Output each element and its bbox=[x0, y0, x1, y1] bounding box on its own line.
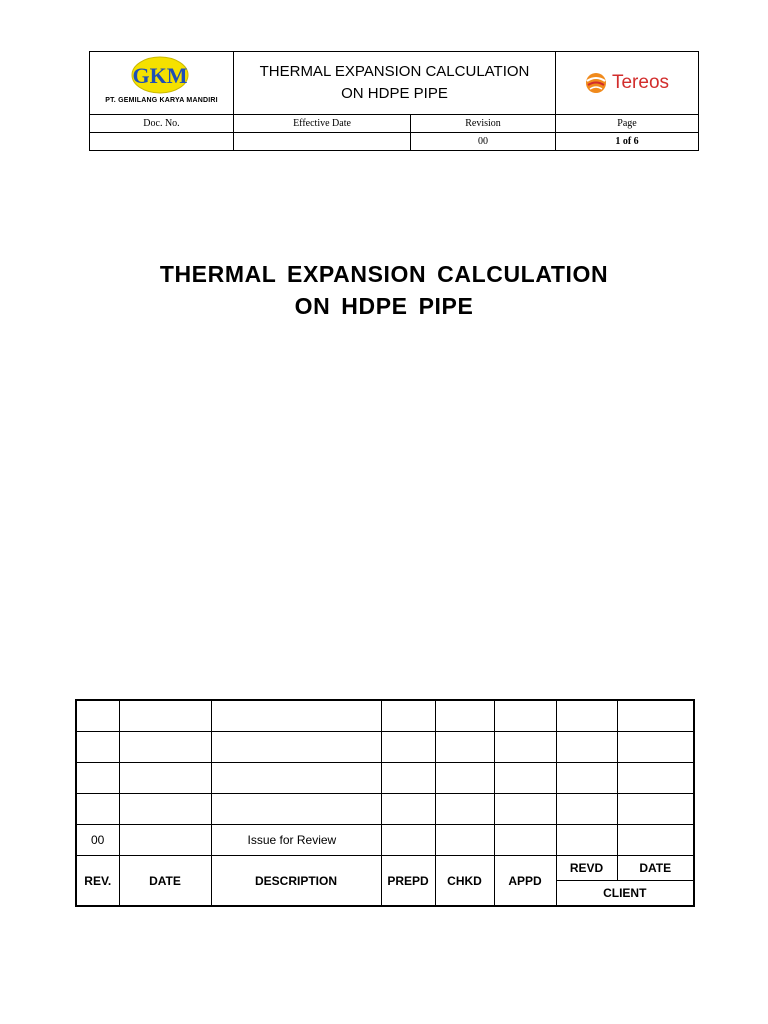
tereos-logo-icon bbox=[585, 72, 607, 94]
revd-cell bbox=[556, 794, 617, 825]
rev-cell bbox=[76, 763, 119, 794]
prepd-cell bbox=[381, 732, 435, 763]
revision-value: 00 bbox=[411, 133, 556, 151]
client-date-header: DATE bbox=[617, 856, 694, 881]
appd-cell bbox=[494, 732, 556, 763]
date-cell bbox=[119, 825, 211, 856]
doc-no-value bbox=[90, 133, 234, 151]
chkd-cell bbox=[435, 700, 494, 732]
revd-cell bbox=[556, 825, 617, 856]
rev-cell bbox=[76, 700, 119, 732]
revision-row bbox=[76, 825, 694, 856]
revision-row bbox=[76, 763, 694, 794]
page-value: 1 of 6 bbox=[556, 133, 699, 151]
rev-cell bbox=[76, 732, 119, 763]
header-title bbox=[234, 52, 556, 115]
client-date-cell bbox=[617, 732, 694, 763]
client-logo-cell bbox=[556, 52, 699, 115]
description-cell bbox=[211, 700, 381, 732]
client-date-cell bbox=[617, 700, 694, 732]
revd-cell bbox=[556, 700, 617, 732]
document-header bbox=[89, 51, 698, 151]
description-cell: Issue for Review bbox=[211, 825, 381, 856]
appd-cell bbox=[494, 825, 556, 856]
client-date-cell bbox=[617, 794, 694, 825]
revision-label: Revision bbox=[411, 115, 556, 133]
main-title bbox=[0, 258, 768, 322]
doc-no-label: Doc. No. bbox=[90, 115, 234, 133]
revision-row bbox=[76, 732, 694, 763]
revision-header-row bbox=[76, 856, 694, 881]
date-cell bbox=[119, 763, 211, 794]
rev-cell: 00 bbox=[76, 825, 119, 856]
main-title-line1: THERMAL EXPANSION CALCULATION bbox=[159, 261, 609, 287]
appd-cell bbox=[494, 763, 556, 794]
revision-table bbox=[75, 699, 695, 907]
company-name: PT. GEMILANG KARYA MANDIRI bbox=[105, 97, 218, 104]
chkd-cell bbox=[435, 825, 494, 856]
company-logo-cell bbox=[90, 52, 234, 115]
date-cell bbox=[119, 700, 211, 732]
appd-cell bbox=[494, 700, 556, 732]
revd-cell bbox=[556, 763, 617, 794]
effective-date-value bbox=[234, 133, 411, 151]
prepd-cell bbox=[381, 700, 435, 732]
chkd-cell bbox=[435, 763, 494, 794]
chkd-cell bbox=[435, 732, 494, 763]
prepd-cell bbox=[381, 763, 435, 794]
rev-header: REV. bbox=[76, 856, 119, 907]
date-cell bbox=[119, 732, 211, 763]
chkd-header: CHKD bbox=[435, 856, 494, 907]
effective-date-label: Effective Date bbox=[234, 115, 411, 133]
date-header: DATE bbox=[119, 856, 211, 907]
rev-cell bbox=[76, 794, 119, 825]
chkd-cell bbox=[435, 794, 494, 825]
revision-row bbox=[76, 700, 694, 732]
prepd-cell bbox=[381, 825, 435, 856]
revd-cell bbox=[556, 732, 617, 763]
header-title-line2: ON HDPE PIPE bbox=[341, 85, 448, 102]
main-title-line2: ON HDPE PIPE bbox=[294, 293, 474, 319]
gkm-logo-icon bbox=[130, 56, 190, 94]
revd-header: REVD bbox=[556, 856, 617, 881]
description-header: DESCRIPTION bbox=[211, 856, 381, 907]
revision-row bbox=[76, 794, 694, 825]
prepd-header: PREPD bbox=[381, 856, 435, 907]
client-date-cell bbox=[617, 763, 694, 794]
description-cell bbox=[211, 794, 381, 825]
client-date-cell bbox=[617, 825, 694, 856]
appd-header: APPD bbox=[494, 856, 556, 907]
gkm-logo-text: GKM bbox=[132, 63, 188, 88]
prepd-cell bbox=[381, 794, 435, 825]
header-title-line1: THERMAL EXPANSION CALCULATION bbox=[259, 63, 530, 80]
page-label: Page bbox=[556, 115, 699, 133]
description-cell bbox=[211, 732, 381, 763]
client-header: CLIENT bbox=[556, 881, 694, 907]
appd-cell bbox=[494, 794, 556, 825]
tereos-logo-text: Tereos bbox=[611, 72, 670, 93]
description-cell bbox=[211, 763, 381, 794]
date-cell bbox=[119, 794, 211, 825]
